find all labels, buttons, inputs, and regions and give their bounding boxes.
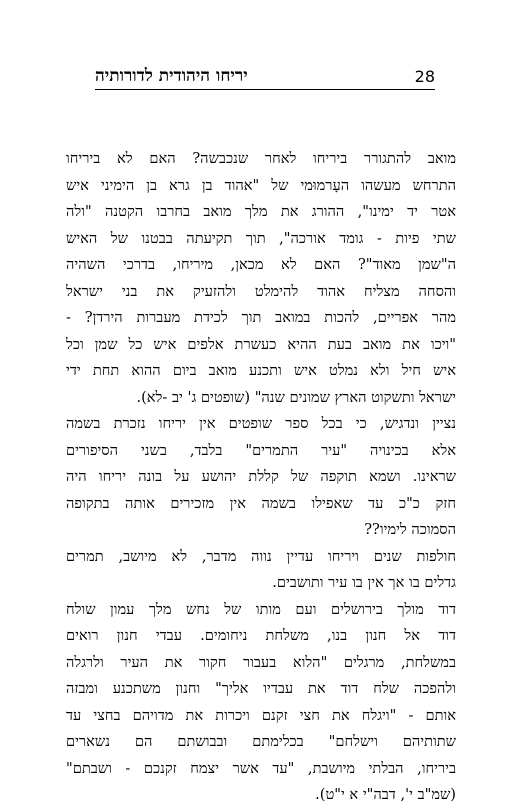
body-text bbox=[66, 146, 456, 809]
text-line: ה"שמן מאוד"? האם לא מכאן, מיריחו, בדרכי השהיה bbox=[66, 256, 456, 273]
text-line: התרחש מעשהו העָרמוּמי של "אהוד בן גרא בן הימיני איש bbox=[66, 176, 456, 194]
text-line: גדלים בו אך אין בו עיר ותושבים. bbox=[272, 574, 456, 591]
text-line: ישראל ותשקוט הארץ שמונים שנה" (שופטים ג' יב -לא). bbox=[136, 388, 456, 406]
text-line: הסמוכה לימיו?? bbox=[364, 521, 456, 538]
text-line: נציין ונדגיש, כי בכל ספר שופטים אין יריחו נזכרת בשמה bbox=[66, 415, 456, 432]
text-line: איש חיל ולא נמלט איש ותכנע מואב ביום ההוא תחת ידי bbox=[66, 362, 456, 379]
text-line: ביריחו, הבלתי מיושבת, "עד אשר יצמח זקנכם - ושבתם" bbox=[66, 759, 456, 777]
text-line: ולהפכה שלח דוד את עבדיו אליך" וחנון משתכנע ומבזה bbox=[66, 680, 456, 697]
running-title: יריחו היהודית לדורותיה bbox=[95, 66, 248, 86]
page-number: 28 bbox=[414, 67, 435, 86]
text-line: והסחה מצליח אהוד להימלט ולהזעיק את בני ישראל bbox=[66, 282, 456, 300]
text-line: דוד אל חנון בנו, משלחת ניחומים. עבדי חנון רואים bbox=[66, 627, 456, 644]
page-header bbox=[95, 60, 435, 86]
text-line: "ויכו את מואב בעת ההיא כעשרת אלפים איש כל שמן וכל bbox=[66, 335, 456, 353]
text-line: מהר אפריים, להכות במואב תוך לכידת מעברות הירדן? - bbox=[66, 309, 456, 326]
text-line: דוד מולך בירושלים ועם מותו של נחש מלך עמון שולח bbox=[66, 600, 456, 618]
text-line: אטר יד ימינו", ההורג את מלך מואב בחרבו הקטנה "ולה bbox=[66, 203, 456, 220]
text-line: שתותיהם וישלחם" בכלימתם ובבושתם הם נשארים bbox=[66, 733, 456, 750]
text-line: שתי פיות - גומד אורכה", תוך תקיעתה בבטנו של האיש bbox=[66, 229, 456, 247]
text-line: במשלחת, מרגלים "הלוא בעבור חקור את העיר ולרגלה bbox=[66, 653, 456, 671]
text-line: אותם - "ויגלח את חצי זקנם ויכרות את מדויהם בחצי עד bbox=[66, 706, 456, 724]
text-line: חולפות שנים ויריחו עדיין נווה מדבר, לא מיושב, תמרים bbox=[66, 547, 456, 565]
text-line: חזק כ"כ עד שאפילו בשמה אין מזכירים אותה בתקופה bbox=[66, 494, 456, 512]
text-line: שראינו. ושמא תוקפה של קללת יהושע על בונה יריחו היה bbox=[66, 468, 456, 485]
text-line: מואב להתגורר ביריחו לאחר שנכבשה? האם לא ביריחו bbox=[66, 150, 456, 167]
text-line: אלא בכינויה "עיר התמרים" בלבד, בשני הסיפורים bbox=[66, 441, 456, 459]
header-rule bbox=[95, 89, 435, 90]
text-line: (שמ"ב י', דבה"י א י"ט). bbox=[315, 786, 456, 803]
